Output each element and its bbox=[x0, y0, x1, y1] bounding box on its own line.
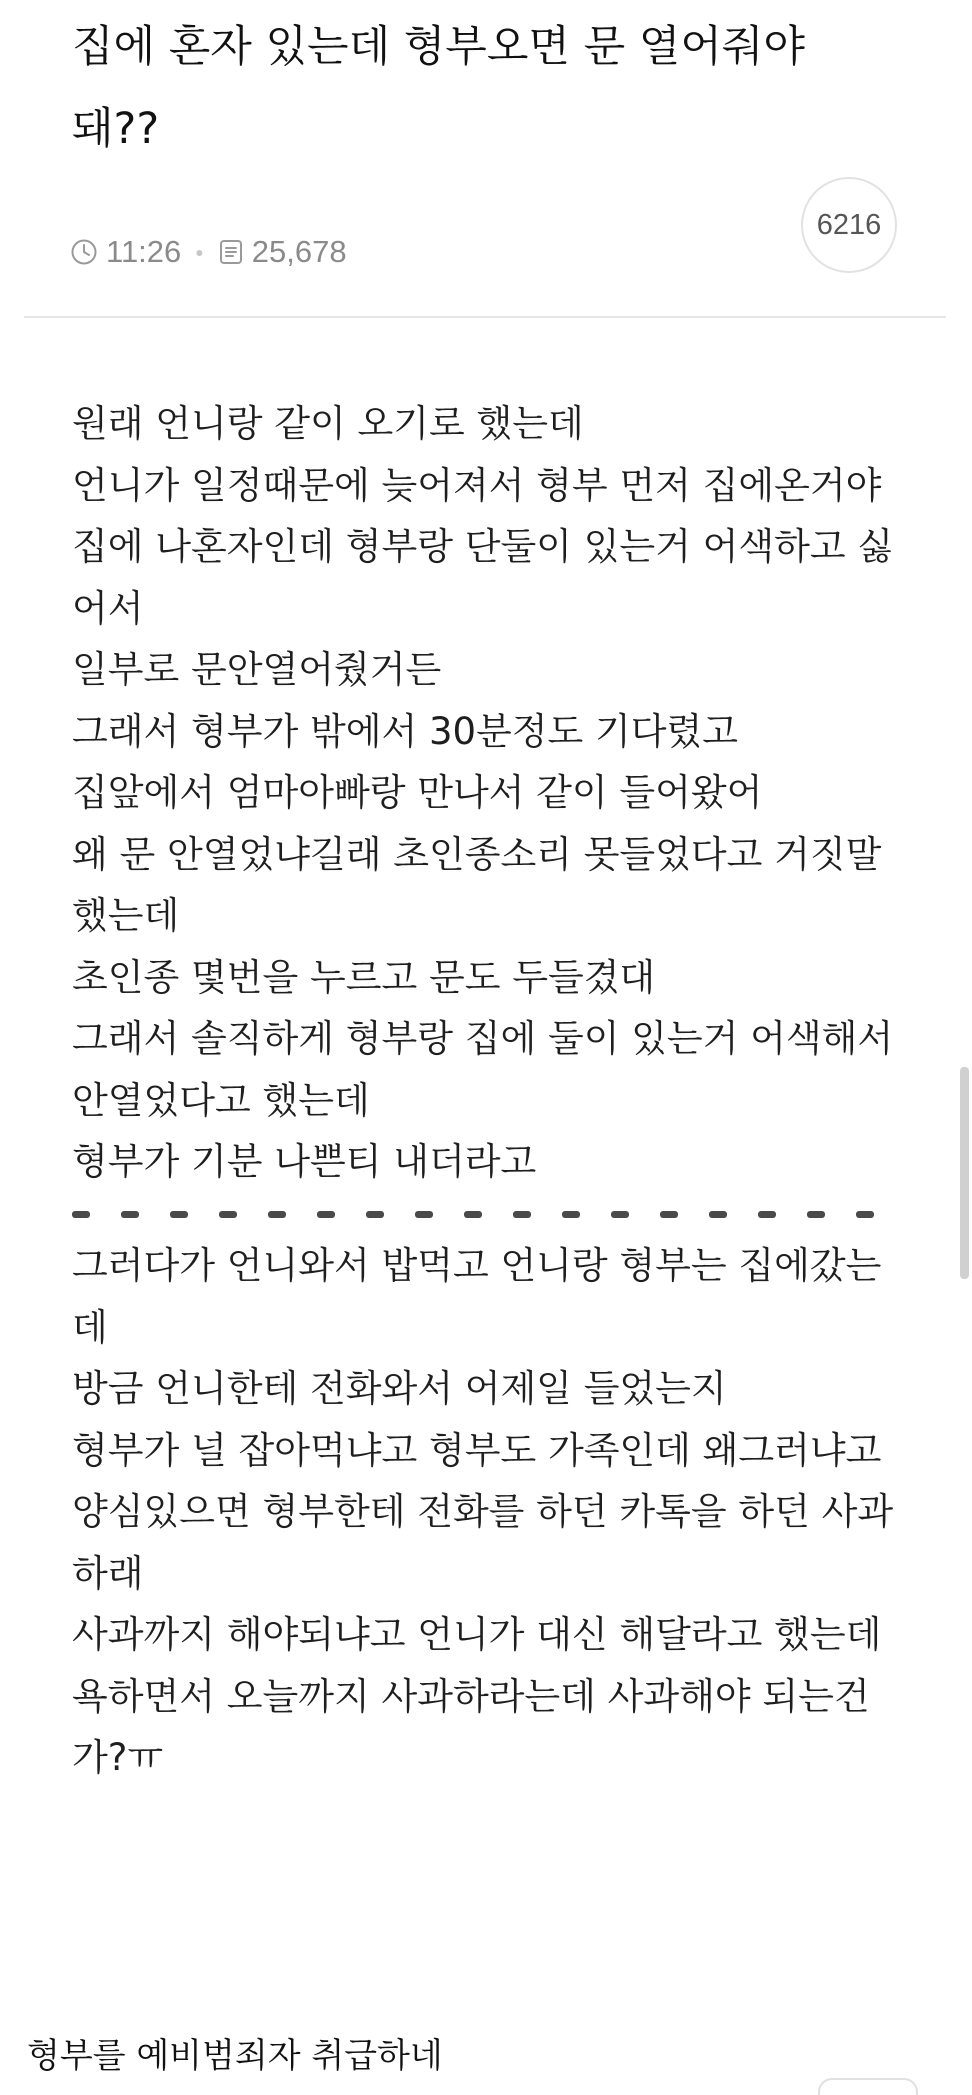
body-line: 언니가 일정때문에 늦어져서 형부 먼저 집에온거야 bbox=[72, 463, 882, 507]
post-title-line: 집에 혼자 있는데 형부오면 문 열어줘야 bbox=[72, 22, 805, 72]
body-line: 욕하면서 오늘까지 사과하라는데 사과해야 되는건 bbox=[72, 1674, 870, 1718]
scrollbar-thumb[interactable] bbox=[960, 1067, 969, 1279]
body-line: 초인종 몇번을 누르고 문도 두들겼대 bbox=[72, 955, 656, 999]
body-line: 하래 bbox=[72, 1551, 144, 1595]
body-line: 형부가 기분 나쁜티 내더라고 bbox=[72, 1140, 537, 1183]
body-line: 데 bbox=[72, 1305, 108, 1349]
post-time: 11:26 bbox=[106, 234, 182, 269]
floating-button[interactable] bbox=[818, 2078, 918, 2095]
body-line: 양심있으면 형부한테 전화를 하던 카톡을 하던 사과 bbox=[72, 1490, 894, 1533]
body-line: 일부로 문안열어줬거든 bbox=[72, 648, 442, 691]
post-body-continued bbox=[72, 1235, 912, 1789]
body-line: 그래서 형부가 밖에서 30분정도 기다렸고 bbox=[72, 709, 738, 753]
document-icon bbox=[218, 238, 244, 266]
body-line: 사과까지 해야되냐고 언니가 대신 해달라고 했는데 bbox=[72, 1613, 882, 1656]
body-line: 그래서 솔직하게 형부랑 집에 둘이 있는거 어색해서 bbox=[72, 1017, 894, 1060]
caption-text: 형부를 예비범죄자 취급하네 bbox=[27, 2036, 443, 2076]
body-line: 집앞에서 엄마아빠랑 만나서 같이 들어왔어 bbox=[72, 771, 763, 814]
meta-separator: ● bbox=[195, 244, 204, 260]
body-line: 왜 문 안열었냐길래 초인종소리 못들었다고 거짓말 bbox=[72, 832, 882, 876]
body-line: 안열었다고 했는데 bbox=[72, 1078, 370, 1122]
post-title bbox=[72, 6, 852, 170]
screenshot-cut-edge bbox=[72, 1202, 912, 1220]
body-line: 그러다가 언니와서 밥먹고 언니랑 형부는 집에갔는 bbox=[72, 1244, 882, 1287]
body-line: 형부가 널 잡아먹냐고 형부도 가족인데 왜그러냐고 bbox=[72, 1428, 882, 1472]
body-line: 원래 언니랑 같이 오기로 했는데 bbox=[72, 402, 584, 445]
body-line: 집에 나혼자인데 형부랑 단둘이 있는거 어색하고 싫 bbox=[72, 525, 894, 568]
body-line: 방금 언니한테 전화와서 어제일 들었는지 bbox=[72, 1367, 727, 1410]
header-divider bbox=[24, 316, 946, 318]
comment-count-button[interactable]: 6216 bbox=[801, 177, 897, 273]
body-line: 어서 bbox=[72, 586, 144, 630]
body-line: 가?ㅠ bbox=[72, 1736, 164, 1779]
post-views: 25,678 bbox=[251, 234, 347, 269]
body-line: 했는데 bbox=[72, 894, 180, 937]
clock-icon bbox=[70, 238, 98, 266]
post-title-line: 돼?? bbox=[72, 104, 160, 154]
post-body bbox=[72, 393, 912, 1193]
post-meta bbox=[70, 232, 347, 272]
